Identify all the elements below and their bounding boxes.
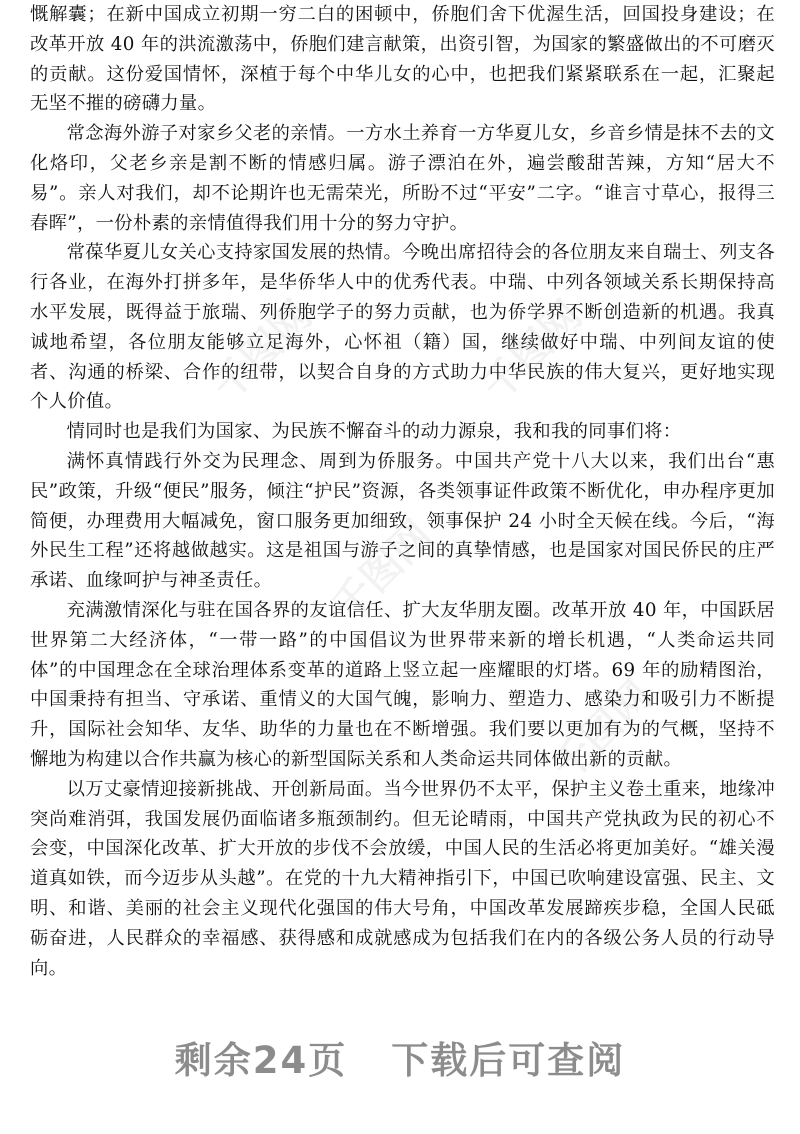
watermark-logo: 千图网	[543, 672, 662, 790]
paragraph-7: 以万丈豪情迎接新挑战、开创新局面。当今世界仍不太平，保护主义卷土重来，地缘冲突尚难消弭，我国发展仍面临诸多瓶颈制约。但无论晴雨，中国共产党执政为民的初心不会变，中国深化改革、扩大开放的步伐不会放缓，中国人民的生活必将更加美好。“雄关漫道真如铁，而今迈步从头越”。在党的十九大精神指引下，中国已吹响建设富强、民主、文明、和谐、美丽的社会主义现代化强国的伟大号角，中国改革发展蹄疾步稳，全国人民砥砺奋进，人民群众的幸福感、获得感和成就感成为包括我们在内的各级公务人员的行动导向。	[30, 778, 775, 979]
paragraph-4: 情同时也是我们为国家、为民族不懈奋斗的动力源泉，我和我的同事们将：	[66, 421, 682, 443]
paragraph-3: 常葆华夏儿女关心支持家国发展的热情。今晚出席招待会的各位朋友来自瑞士、列支各行各业，在海外打拼多年，是华侨华人中的优秀代表。中瑞、中列各领域关系长期保持高水平发展，既得益于旅瑞、列侨胞学子的努力贡献，也为侨学界不断创造新的机遇。我真诚地希望，各位朋友能够立足海外，心怀祖（籍）国，继续做好中瑞、中列间友谊的使者、沟通的桥梁、合作的纽带，以契合自身的方式助力中华民族的伟大复兴，更好地实现个人价值。	[30, 242, 775, 413]
watermark-logo: 千图网	[473, 292, 592, 410]
paragraph-5: 满怀真情践行外交为民理念、周到为侨服务。中国共产党十八大以来，我们出台“惠民”政策，升级“便民”服务，倾注“护民”资源，各类领事证件政策不断优化，申办程序更加简便，办理费用大幅减免，窗口服务更加细致，领事保护 24 小时全天候在线。今后，“海外民生工程”还将越做越实。这是祖国与游子之间的真挚情感，也是国家对国民侨民的庄严承诺、血缘呵护与神圣责任。	[30, 450, 775, 592]
paragraph-2: 常念海外游子对家乡父老的亲情。一方水土养育一方华夏儿女，乡音乡情是抹不去的文化烙印，父老乡亲是割不断的情感归属。游子漂泊在外，遍尝酸甜苦辣，方知“居大不易”。亲人对我们，却不论期许也无需荣光，所盼不过“平安”二字。“谁言寸草心，报得三春晖”，一份朴素的亲情值得我们用十分的努力守护。	[30, 123, 775, 234]
watermark-logo: 千图网	[323, 512, 442, 630]
remaining-pages-label[interactable]: 剩余24页	[174, 1039, 348, 1082]
download-prompt[interactable]	[0, 1030, 800, 1084]
document-body	[30, 0, 775, 983]
download-to-view-label[interactable]: 下载后可查阅	[391, 1039, 626, 1082]
watermark-logo: 千图网	[203, 292, 322, 410]
paragraph-6: 充满激情深化与驻在国各界的友谊信任、扩大友华朋友圈。改革开放 40 年，中国跃居世界第二大经济体，“一带一路”的中国倡议为世界带来新的增长机遇，“人类命运共同体”的中国理念在全球治理体系变革的道路上竖立起一座耀眼的灯塔。69 年的励精图治，中国秉持有担当、守承诺、重情义的大国气魄，影响力、塑造力、感染力和吸引力不断提升，国际社会知华、友华、助华的力量也在不断增强。我们要以更加有为的气概，坚持不懈地为构建以合作共赢为核心的新型国际关系和人类命运共同体做出新的贡献。	[30, 599, 775, 770]
paragraph-1: 慨解囊；在新中国成立初期一穷二白的困顿中，侨胞们舍下优渥生活，回国投身建设；在改革开放 40 年的洪流激荡中，侨胞们建言献策，出资引智，为国家的繁盛做出的不可磨灭的贡献。这份爱国情怀，深植于每个中华儿女的心中，也把我们紧紧联系在一起，汇聚起无坚不摧的磅礴力量。	[30, 4, 775, 115]
